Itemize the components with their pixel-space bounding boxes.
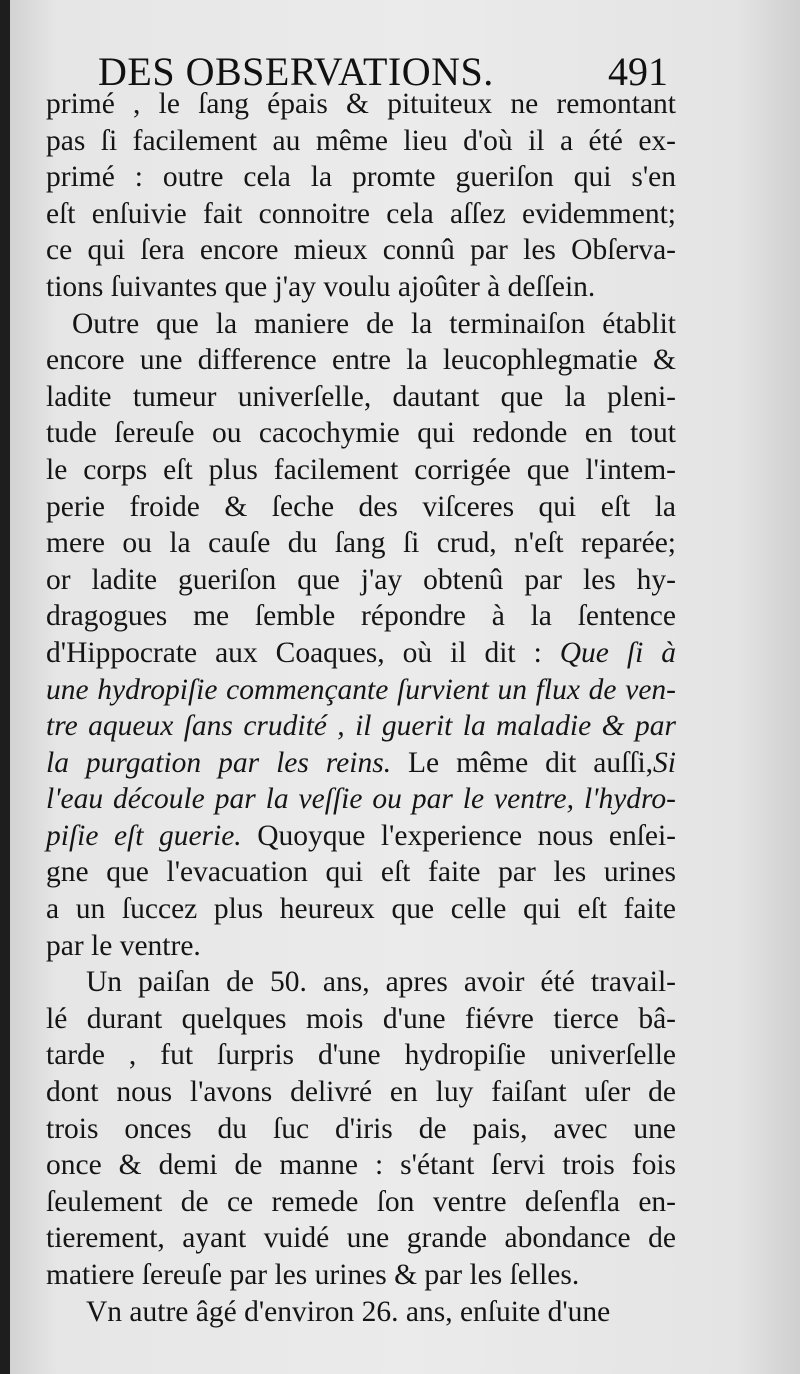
text-line	[46, 1037, 676, 1074]
text-segment: Quoyque l'experience nous enſei-	[241, 819, 677, 852]
text-line	[46, 708, 676, 745]
text-line	[46, 928, 676, 965]
text-line	[46, 1074, 676, 1111]
text-segment: gne que l'evacuation qui eſt faite par les urines	[46, 856, 676, 889]
text-line	[46, 269, 676, 306]
text-segment: tude ſereuſe ou cacochymie qui redonde en tout	[46, 417, 676, 450]
page-number: 491	[608, 49, 668, 94]
text-segment: primé , le ſang épais & pituiteux ne remontant	[46, 88, 676, 120]
text-segment: le corps eſt plus facilement corrigée que l'intem-	[46, 453, 676, 486]
text-segment: tions ſuivantes que j'ay voulu ajoûter à deſſein.	[46, 270, 596, 303]
text-line	[46, 489, 676, 526]
text-line	[46, 379, 676, 416]
text-segment: encore une difference entre la leucophlegmatie &	[46, 344, 676, 377]
text-segment: par le ventre.	[46, 929, 201, 962]
text-segment: matiere ſereuſe par les urines & par les ſelles.	[46, 1259, 580, 1291]
text-line	[46, 1257, 676, 1294]
text-segment: tarde , fut ſurpris d'une hydropiſie univerſelle	[46, 1039, 676, 1072]
text-line	[46, 415, 676, 452]
text-segment: a un ſuccez plus heureux que celle qui eſt faite	[46, 893, 676, 926]
text-segment: lé durant quelques mois d'une fiévre tierce bâ-	[46, 1002, 676, 1035]
text-segment: once & demi de manne : s'étant ſervi trois fois	[46, 1149, 676, 1182]
text-line	[46, 1184, 676, 1221]
text-segment: mere ou la cauſe du ſang ſi crud, n'eſt reparée;	[46, 527, 676, 560]
text-line	[46, 1111, 676, 1148]
italic-text-segment: l'eau découle par la veſſie ou par le ventre, l'hydro-	[46, 783, 676, 816]
italic-text-segment: la purgation par les reins.	[46, 746, 392, 779]
text-line	[46, 1294, 676, 1331]
text-line	[46, 1220, 676, 1257]
text-line	[46, 818, 676, 855]
text-line	[46, 1001, 676, 1038]
text-segment: pas ſi facilement au même lieu d'où il a été ex-	[46, 124, 676, 157]
body-text	[46, 86, 676, 1330]
text-segment: dragogues me ſemble répondre à la ſentence	[46, 600, 676, 633]
text-segment: d'Hippocrate aux Coaques, où il dit :	[46, 636, 560, 669]
italic-text-segment: piſie eſt guerie.	[46, 819, 242, 852]
text-line	[46, 672, 676, 709]
text-segment: eſt enſuivie fait connoitre cela aſſez evidemment;	[46, 197, 676, 230]
text-segment: ſeulement de ce remede ſon ventre deſenfla en-	[46, 1185, 676, 1218]
italic-text-segment: Que ſi à	[559, 636, 676, 669]
text-line	[46, 854, 676, 891]
book-page	[10, 0, 800, 1374]
text-line	[46, 562, 676, 599]
italic-text-segment: une hydropiſie commençante ſurvient un flux de ven-	[46, 673, 676, 706]
text-line	[46, 781, 676, 818]
text-segment: perie froide & ſeche des viſceres qui eſt la	[46, 490, 676, 523]
italic-text-segment: tre aqueux ſans crudité , il guerit la maladie & par	[46, 710, 676, 743]
text-segment: Un paiſan de 50. ans, apres avoir été travail-	[86, 966, 676, 999]
text-segment: ladite tumeur univerſelle, dautant que la pleni-	[46, 380, 676, 413]
text-segment: Outre que la maniere de la terminaiſon établit	[72, 307, 676, 340]
text-line	[46, 964, 676, 1001]
text-line	[46, 342, 676, 379]
text-line	[46, 452, 676, 489]
text-segment: tierement, ayant vuidé une grande abondance de	[46, 1222, 676, 1255]
text-line	[46, 306, 676, 343]
text-segment: trois onces du ſuc d'iris de pais, avec une	[46, 1112, 676, 1145]
text-segment: ce qui ſera encore mieux connû par les Obſerva-	[46, 234, 676, 267]
text-segment: or ladite gueriſon que j'ay obtenû par les hy-	[46, 563, 676, 596]
text-segment: Vn autre âgé d'environ 26. ans, enſuite d'une	[86, 1295, 611, 1328]
text-line	[46, 635, 676, 672]
text-line	[46, 232, 676, 269]
text-line	[46, 525, 676, 562]
text-line	[46, 745, 676, 782]
text-line	[46, 123, 676, 160]
text-line	[46, 598, 676, 635]
text-line	[46, 891, 676, 928]
text-line	[46, 86, 676, 123]
text-line	[46, 159, 676, 196]
italic-text-segment: Si	[653, 746, 676, 779]
text-segment: dont nous l'avons delivré en luy faiſant uſer de	[46, 1076, 676, 1109]
text-line	[46, 1147, 676, 1184]
text-segment: primé : outre cela la promte gueriſon qui s'en	[46, 161, 676, 194]
text-line	[46, 196, 676, 233]
running-title: DES OBSERVATIONS.	[98, 49, 494, 94]
text-segment: Le même dit auſſi,	[391, 746, 654, 779]
